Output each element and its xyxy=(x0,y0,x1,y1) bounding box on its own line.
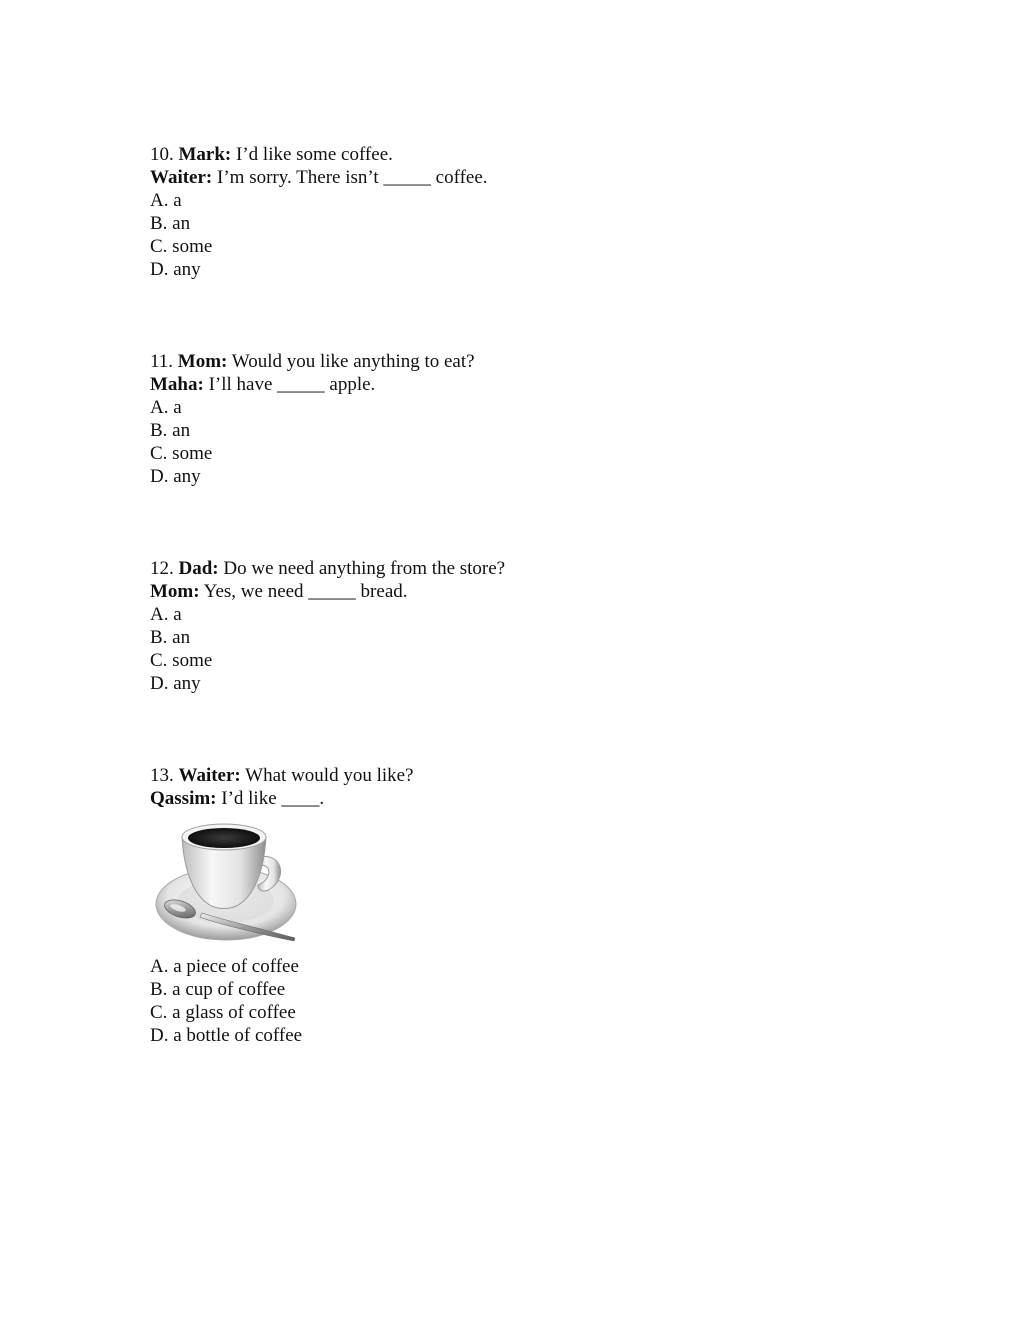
answer-option-c[interactable]: C. some xyxy=(150,443,213,464)
worksheet xyxy=(150,143,870,1047)
speaker-name: Maha: xyxy=(150,374,204,395)
dialogue-text: Do we need anything from the store? xyxy=(218,558,506,579)
spacer xyxy=(150,695,870,764)
question-10 xyxy=(150,143,870,281)
speaker-name: Mom: xyxy=(150,581,200,602)
question-prompt xyxy=(150,143,870,166)
answer-option-a[interactable]: A. a piece of coffee xyxy=(150,956,299,977)
answer-option-a[interactable]: A. a xyxy=(150,604,182,625)
question-number: 12. xyxy=(150,558,174,579)
speaker-name: Qassim: xyxy=(150,788,217,809)
answer-option-a[interactable]: A. a xyxy=(150,190,182,211)
question-prompt xyxy=(150,764,870,787)
answer-option-b[interactable]: B. an xyxy=(150,420,191,441)
dialogue-text: I’ll have _____ apple. xyxy=(203,374,376,395)
dialogue-text: Yes, we need _____ bread. xyxy=(199,581,408,602)
answer-option-b[interactable]: B. an xyxy=(150,213,191,234)
question-number: 13. xyxy=(150,765,174,786)
answer-option-d[interactable]: D. any xyxy=(150,259,201,280)
dialogue-text: I’m sorry. There isn’t _____ coffee. xyxy=(212,167,488,188)
coffee-cup-icon xyxy=(154,819,304,949)
answer-option-d[interactable]: D. any xyxy=(150,466,201,487)
question-11 xyxy=(150,350,870,488)
spacer xyxy=(150,281,870,350)
answer-option-d[interactable]: D. a bottle of coffee xyxy=(150,1025,303,1046)
answer-option-b[interactable]: B. an xyxy=(150,627,191,648)
dialogue-text: What would you like? xyxy=(240,765,414,786)
question-response xyxy=(150,166,870,189)
question-number: 11. xyxy=(150,351,174,372)
answer-option-c[interactable]: C. some xyxy=(150,236,213,257)
answer-option-c[interactable]: C. some xyxy=(150,650,213,671)
question-response xyxy=(150,580,870,603)
question-12 xyxy=(150,557,870,695)
question-number: 10. xyxy=(150,144,174,165)
speaker-name: Dad: xyxy=(178,558,219,579)
spacer xyxy=(150,488,870,557)
question-prompt xyxy=(150,557,870,580)
speaker-name: Waiter: xyxy=(150,167,213,188)
dialogue-text: I’d like some coffee. xyxy=(231,144,393,165)
speaker-name: Mark: xyxy=(178,144,232,165)
speaker-name: Waiter: xyxy=(178,765,241,786)
question-prompt xyxy=(150,350,870,373)
dialogue-text: Would you like anything to eat? xyxy=(227,351,475,372)
answer-option-a[interactable]: A. a xyxy=(150,397,182,418)
answer-option-b[interactable]: B. a cup of coffee xyxy=(150,979,286,1000)
answer-option-d[interactable]: D. any xyxy=(150,673,201,694)
question-response xyxy=(150,787,870,810)
answer-option-c[interactable]: C. a glass of coffee xyxy=(150,1002,296,1023)
dialogue-text: I’d like ____. xyxy=(216,788,325,809)
question-13 xyxy=(150,764,870,1047)
question-response xyxy=(150,373,870,396)
speaker-name: Mom: xyxy=(177,351,228,372)
